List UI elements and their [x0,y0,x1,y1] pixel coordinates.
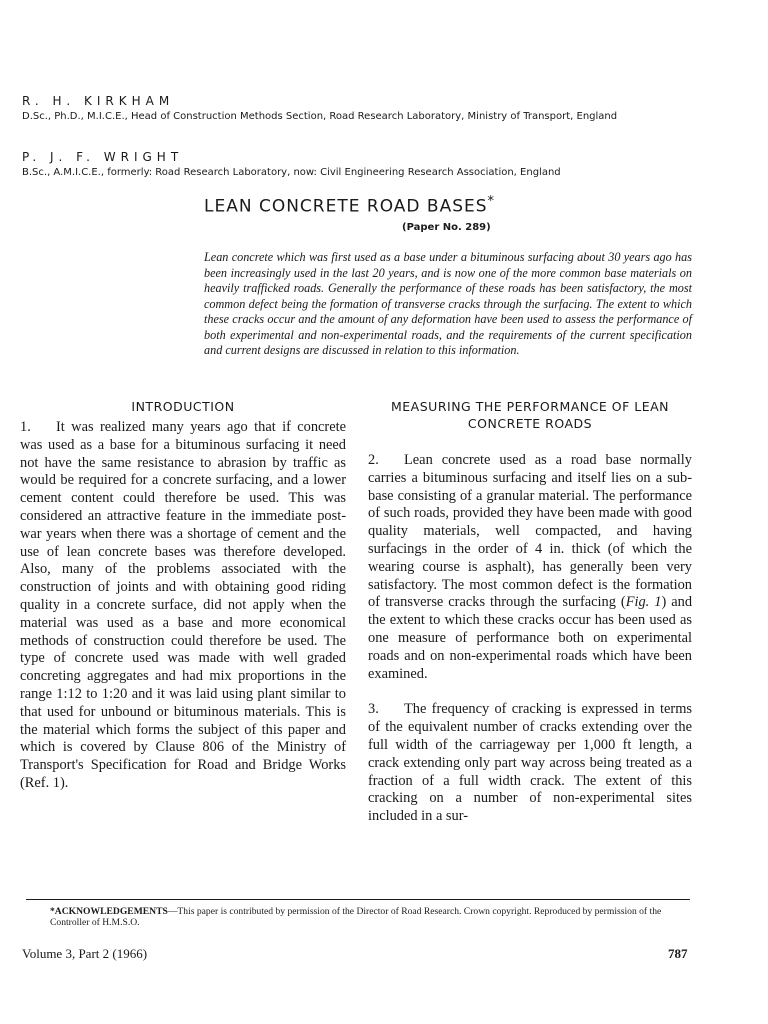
paragraph-number: 3. [368,701,379,718]
paragraph [20,419,346,793]
paragraph-number: 2. [368,452,379,468]
paper-title [204,194,495,217]
paragraph [368,452,692,683]
footnote-label: *ACKNOWLEDGEMENTS [50,906,168,917]
section-heading: INTRODUCTION [131,399,235,414]
introduction-section [20,398,346,793]
section-heading [368,398,692,432]
acknowledgements-footnote [50,906,690,928]
paragraph [368,701,692,826]
author-name: R. H. KIRKHAM [22,94,175,108]
page-number: 787 [668,946,688,961]
paper-number: (Paper No. 289) [402,222,491,233]
abstract: Lean concrete which was first used as a base under a bituminous surfacing about 30 years ago has been increasingly used in the last 20 years, and is now one of the more common base materials on heavily trafficked roads. Generally the performance of these roads has been satisfactory, the most common defect being the formation of transverse cracks through the surfacing. The extent to which these cracks occur and the amount of any deformation have been used to assess the performance of both experimental and non-experimental roads, and the requirements of the current specification and current designs are discussed in relation to this information. [204,250,692,357]
volume-info: Volume 3, Part 2 (1966) [22,946,148,961]
paragraph-text: ) and the extent to which these cracks occur has been used as one measure of performance both on experimental roads and on non-experimental roads which have been examined. [368,594,693,682]
section-heading-line: CONCRETE ROADS [467,416,593,431]
author-credentials: B.Sc., A.M.I.C.E., formerly: Road Research Laboratory, now: Civil Engineering Research Association, England [22,167,561,178]
section-heading-line: MEASURING THE PERFORMANCE OF LEAN [391,399,669,414]
paragraph-text: Lean concrete used as a road base normally carries a bituminous surfacing and itself lies on a sub-base consisting of a granular material. The performance of such roads, provided they have been made with good quality materials, well compacted, and having surfacings in the order of 4 in. thick (of which the wearing course is asphalt), has generally been very satisfactory. The most common defect is the formation of transverse cracks through the surfacing ( [368,452,692,611]
footnote-marker: * [487,194,496,209]
author-name: P. J. F. WRIGHT [22,150,184,164]
footnote-divider [26,899,690,900]
paper-title-text: LEAN CONCRETE ROAD BASES [204,196,488,217]
paragraph-text: The frequency of cracking is expressed in terms of the equivalent number of cracks extending over the full width of the carriageway per 1,000 ft length, a crack extending only part way across being treated as a fraction of a full width crack. The extent of this cracking on a number of non-experimental sites included in a sur- [368,701,692,825]
paragraph-text: It was realized many years ago that if concrete was used as a base for a bituminous surfacing it need not have the same resistance to abrasion by traffic as would be required for a concrete surfacing, and a lower cement content could therefore be used. This was considered an attractive feature in the immediate post-war years when there was a shortage of cement and the use of lean concrete bases was therefore developed. Also, many of the problems associated with the construction of joints and with obtaining good riding quality in a concrete surface, did not apply when the material was used as a base and more economical methods of construction could therefore be used. The type of concrete used was made with well graded concreting aggregates and had mix proportions in the range 1:12 to 1:20 and it was laid using plant similar to that used for unbound or bituminous materials. This is the material which forms the subject of this paper and which is covered by Clause 806 of the Ministry of Transport's Specification for Road and Bridge Works (Ref. 1). [20,419,346,791]
figure-reference: Fig. 1 [625,594,662,611]
author-credentials: D.Sc., Ph.D., M.I.C.E., Head of Construction Methods Section, Road Research Laboratory, Ministry of Transport, England [22,111,618,122]
footnote-text: —This paper is contributed by permission of the Director of Road Research. Crown copyright. Reproduced by permission of the Controller of H.M.S.O. [50,906,662,928]
paragraph-number: 1. [20,419,31,435]
measuring-section [368,398,692,826]
